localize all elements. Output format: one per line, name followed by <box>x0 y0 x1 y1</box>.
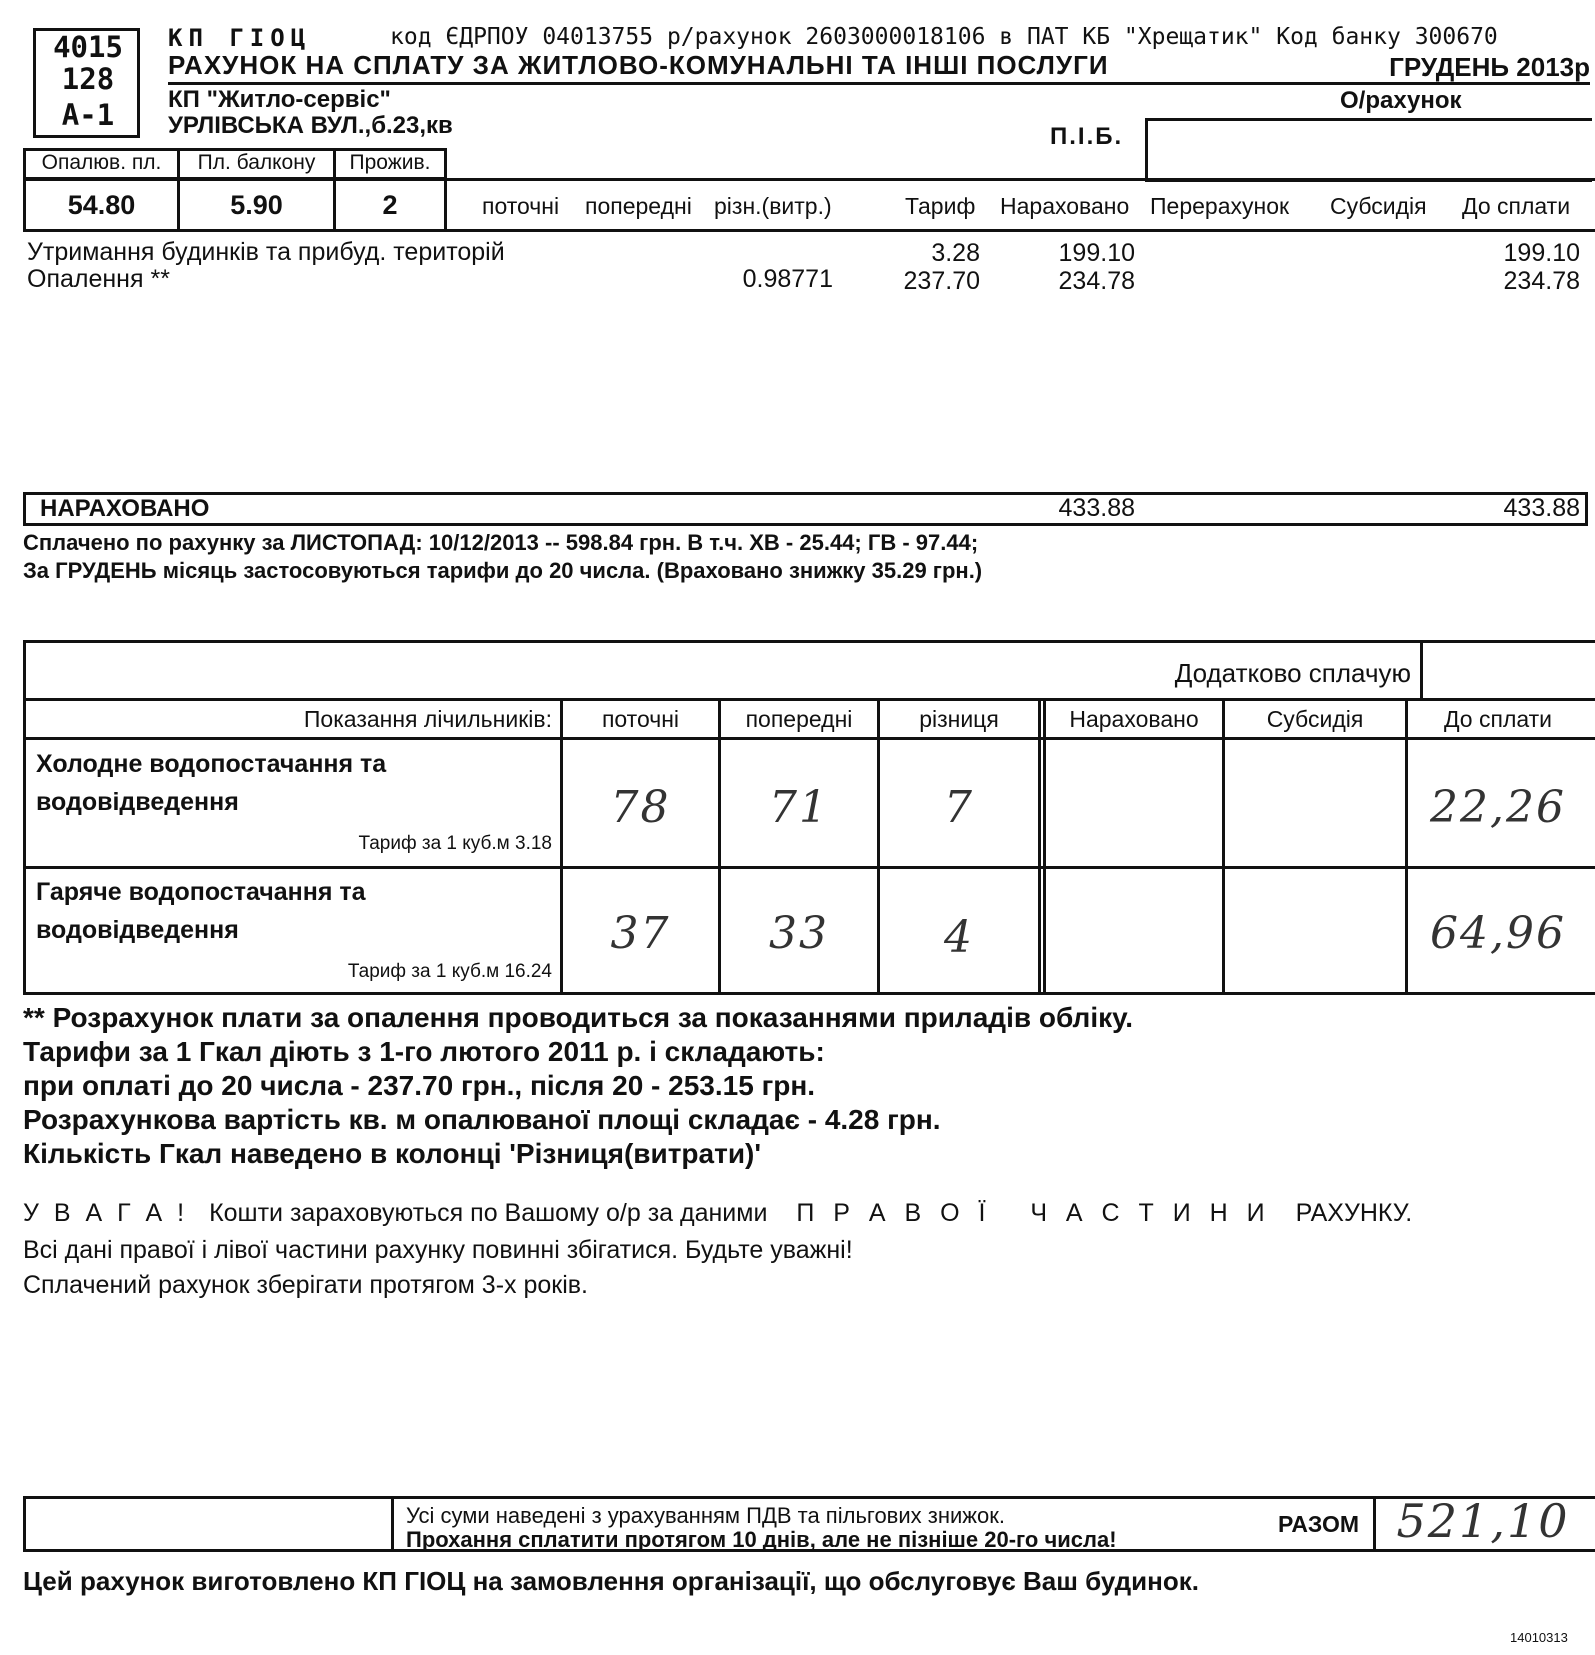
col-previous: попередні <box>585 193 692 219</box>
warning-line-3: Сплачений рахунок зберігати протягом 3-х років. <box>23 1271 589 1299</box>
bill-title: РАХУНОК НА СПЛАТУ ЗА ЖИТЛОВО-КОМУНАЛЬНІ ТА ІНШІ ПОСЛУГИ <box>168 50 1109 80</box>
meters-col-current: поточні <box>601 706 680 732</box>
param-label-heated-area: Опалюв. пл. <box>41 151 162 174</box>
code-line-2: 128 <box>61 62 115 96</box>
pib-label: П.І.Б. <box>1050 123 1124 150</box>
warning-mid: Кошти зараховуються по Вашому о/р за даними <box>209 1199 768 1227</box>
meters-col-subsidy: Субсидія <box>1266 706 1364 732</box>
heating-note-line: при оплаті до 20 числа - 237.70 грн., після 20 - 253.15 грн. <box>23 1070 816 1101</box>
meter-diff-handwritten: 4 <box>944 912 974 963</box>
service-diff: 0.98771 <box>742 265 833 293</box>
code-line-1: 4015 <box>53 30 123 64</box>
pib-field <box>1145 118 1592 182</box>
meter-name-line1: Холодне водопостачання та <box>36 750 387 778</box>
meter-diff-handwritten: 7 <box>944 782 974 833</box>
service-name: Опалення ** <box>27 265 170 293</box>
code-line-3: А-1 <box>61 98 115 132</box>
bank-info: код ЄДРПОУ 04013755 р/рахунок 2603000018106 в ПАТ КБ "Хрещатик" Код банку 300670 <box>390 24 1498 50</box>
bill-month: ГРУДЕНЬ 2013р <box>1389 52 1590 82</box>
col-subsidy: Субсидія <box>1330 193 1427 219</box>
meters-col-charged: Нараховано <box>1069 706 1199 732</box>
document-code: 14010313 <box>1510 1630 1568 1645</box>
param-label-residents: Прожив. <box>349 151 431 174</box>
meter-name-line1: Гаряче водопостачання та <box>36 878 366 906</box>
heating-note-line: Розрахункова вартість кв. м опалюваної площі складає - 4.28 грн. <box>23 1104 941 1135</box>
extra-payment-label: Додатково сплачую <box>1174 658 1411 688</box>
meter-tariff: Тариф за 1 куб.м 16.24 <box>347 961 552 982</box>
meters-col-diff: різниця <box>919 706 999 732</box>
total-charged: 433.88 <box>1058 494 1135 522</box>
col-recalc: Перерахунок <box>1150 193 1290 219</box>
total-label: НАРАХОВАНО <box>40 495 210 522</box>
service-to-pay: 199.10 <box>1503 239 1580 267</box>
param-value-heated-area: 54.80 <box>67 190 136 220</box>
warning-suffix: РАХУНКУ. <box>1295 1199 1413 1227</box>
paid-note: Сплачено по рахунку за ЛИСТОПАД: 10/12/2013 -- 598.84 грн. В т.ч. ХВ - 25.44; ГВ - 97.44; <box>23 530 979 555</box>
total-to-pay: 433.88 <box>1503 494 1580 522</box>
service-charged: 234.78 <box>1058 267 1135 295</box>
deadline-note: Прохання сплатити протягом 10 днів, але не пізніше 20-го числа! <box>406 1527 1117 1552</box>
meter-to-pay-handwritten: 22,26 <box>1430 782 1566 833</box>
service-to-pay: 234.78 <box>1503 267 1580 295</box>
account-label: О/рахунок <box>1340 87 1462 114</box>
meter-current-handwritten: 78 <box>610 782 671 833</box>
total-sum-handwritten: 521,10 <box>1396 1494 1570 1548</box>
address: УРЛІВСЬКА ВУЛ.,б.23,кв <box>168 112 453 139</box>
meter-tariff: Тариф за 1 куб.м 3.18 <box>358 833 552 854</box>
service-tariff: 237.70 <box>903 267 980 295</box>
warning-emph: П Р А В О Ї Ч А С Т И Н И <box>796 1199 1271 1227</box>
heating-note-line: Тарифи за 1 Гкал діють з 1-го лютого 2011 р. і складають: <box>23 1036 825 1067</box>
warning-prefix: У В А Г А ! <box>23 1199 189 1227</box>
param-value-residents: 2 <box>382 190 398 220</box>
meter-to-pay-handwritten: 64,96 <box>1430 908 1566 959</box>
service-name: Утримання будинків та прибуд. територій <box>27 238 505 266</box>
meters-col-previous: попередні <box>745 706 853 732</box>
vat-note: Усі суми наведені з урахуванням ПДВ та пільгових знижок. <box>406 1503 1005 1528</box>
warning-line-1 <box>23 1199 1412 1228</box>
meter-name-line2: водовідведення <box>36 788 239 816</box>
tariff-note: За ГРУДЕНЬ місяць застосовуються тарифи до 20 числа. (Враховано знижку 35.29 грн.) <box>23 558 983 583</box>
service-charged: 199.10 <box>1058 239 1135 267</box>
col-diff: різн.(витр.) <box>714 193 832 219</box>
company-name: КП "Житло-сервіс" <box>168 86 391 113</box>
param-label-balcony-area: Пл. балкону <box>197 151 316 174</box>
meters-col-to-pay: До сплати <box>1443 706 1553 732</box>
meter-name-line2: водовідведення <box>36 916 239 944</box>
service-tariff: 3.28 <box>931 239 980 267</box>
meter-current-handwritten: 37 <box>610 908 671 959</box>
col-to-pay: До сплати <box>1462 193 1571 219</box>
param-value-balcony-area: 5.90 <box>230 190 283 220</box>
total-row <box>23 492 1588 526</box>
col-charged: Нараховано <box>1000 193 1130 219</box>
meter-previous-handwritten: 71 <box>769 782 829 833</box>
total-sum-label: РАЗОМ <box>1278 1511 1360 1537</box>
header-underline <box>168 82 1590 85</box>
col-tariff: Тариф <box>905 193 976 219</box>
col-current: поточні <box>482 193 560 219</box>
heating-note-line: ** Розрахунок плати за опалення проводиться за показаннями приладів обліку. <box>23 1002 1134 1033</box>
org-name: КП ГІОЦ <box>168 24 312 52</box>
heating-note-line: Кількість Гкал наведено в колонці 'Різниця(витрати)' <box>23 1138 762 1169</box>
made-by-note: Цей рахунок виготовлено КП ГІОЦ на замовлення організації, що обслуговує Ваш будинок. <box>23 1566 1199 1596</box>
meter-previous-handwritten: 33 <box>769 908 829 959</box>
warning-line-2: Всі дані правої і лівої частини рахунку повинні збігатися. Будьте уважні! <box>23 1236 853 1264</box>
meters-header-label: Показання лічильників: <box>303 706 552 732</box>
